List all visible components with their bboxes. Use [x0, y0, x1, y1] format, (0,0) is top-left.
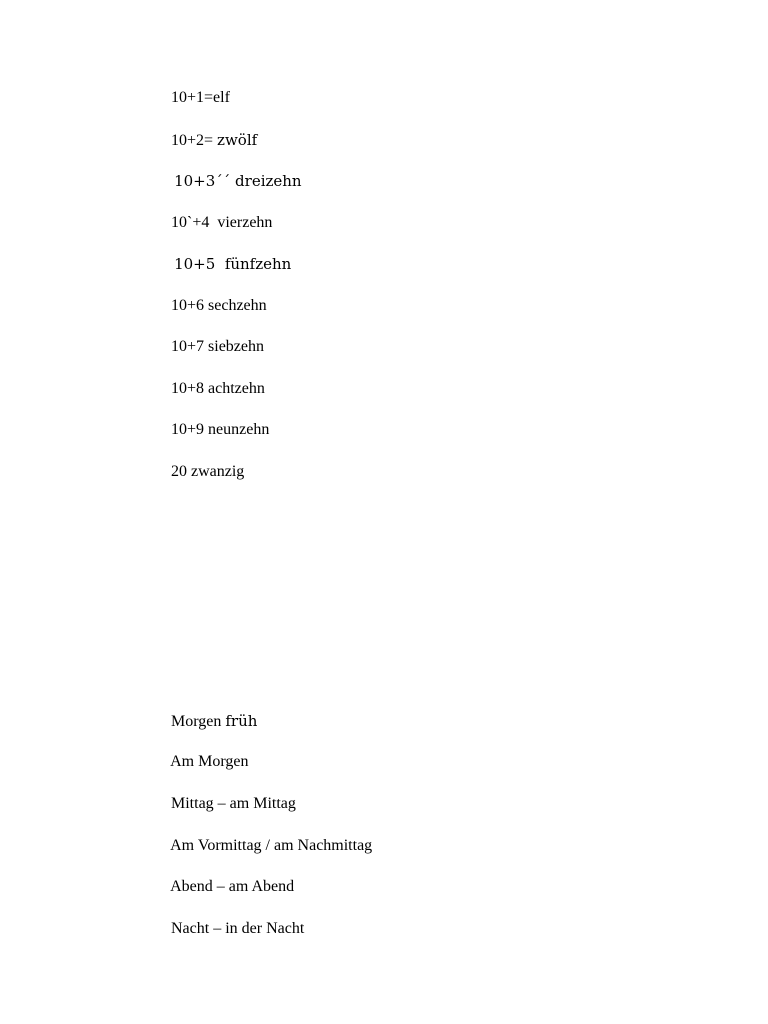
line-text: 10+6 sechzehn — [171, 297, 267, 314]
line-text: 10+9 neunzehn — [171, 421, 270, 438]
line-text: Am Morgen — [170, 753, 249, 770]
line-text: Morgen — [171, 713, 226, 730]
line-text: 10+2= — [171, 132, 218, 149]
line-text: 10+7 siebzehn — [171, 338, 264, 355]
line-text: Mittag – am Mittag — [171, 795, 296, 812]
line-text: 10`+4 vierzehn — [171, 214, 273, 231]
line-text: 10+5 fünfzehn — [174, 255, 292, 273]
line-text: Abend – am Abend — [170, 878, 295, 895]
line-text: 10+1=elf — [171, 89, 230, 106]
line-text: 10+3´´ dreizehn — [174, 172, 302, 190]
line-text: 10+8 achtzehn — [171, 380, 265, 397]
line-text: Nacht – in der Nacht — [171, 920, 305, 937]
line-text: Am Vormittag / am Nachmittag — [170, 837, 373, 854]
time-line-night — [155, 899, 304, 959]
line-emphasis: früh — [225, 712, 258, 730]
line-emphasis: zwölf — [217, 131, 258, 149]
number-line-20 — [155, 442, 244, 502]
line-text: 20 zwanzig — [171, 463, 245, 480]
